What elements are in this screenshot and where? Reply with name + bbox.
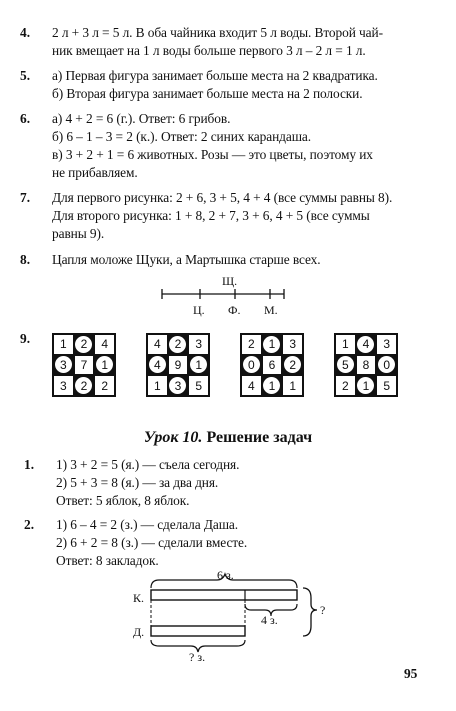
text-line: не прибавляем. [52,165,138,180]
grid-cell: 4 [95,335,114,354]
text-line: б) 6 – 1 – 3 = 2 (к.). Ответ: 2 синих карандаша. [52,129,312,144]
text-line: 1) 6 – 4 = 2 (з.) — сделала Даша. [56,517,239,532]
number-grid [334,333,398,397]
label-unknown: ? з. [189,650,206,662]
grid-cell: 1 [189,356,208,375]
grid-cell: 2 [242,335,261,354]
grid-cell: 3 [377,335,396,354]
number-grid [146,333,210,397]
text-line: 2) 6 + 2 = 8 (з.) — сделали вместе. [56,535,248,550]
page-number: 95 [404,666,418,681]
grid-cell: 1 [54,335,73,354]
item-number: 7. [20,190,31,205]
grid-cell: 0 [242,356,261,375]
grid-cell: 2 [283,356,302,375]
item-number: 8. [20,252,31,267]
grid-cell: 3 [189,335,208,354]
label-difference: 4 з. [261,613,278,627]
lesson-heading [0,429,456,447]
lesson-title: Решение задач [202,429,313,446]
label-martyshka: М. [264,303,278,317]
grid-cell: 1 [336,335,355,354]
grid-cell: 3 [283,335,302,354]
grid-cell: 0 [377,356,396,375]
text-line: Для второго рисунка: 1 + 8, 2 + 7, 3 + 6, 4 + 5 (все суммы [52,208,370,223]
grid-cell: 1 [357,376,376,395]
text-line: ник вмещает на 1 л воды больше первого 3 л – 2 л = 1 л. [52,43,366,58]
item-number: 4. [20,25,31,40]
text-line: 1) 3 + 2 = 5 (я.) — съела сегодня. [56,457,240,472]
grid-cell: 7 [75,356,94,375]
text-line: а) Первая фигура занимает больше места на 2 квадратика. [52,68,378,83]
text-line: равны 9). [52,226,105,241]
text-line: 2 л + 3 л = 5 л. В оба чайника входит 5 л воды. Второй чай- [52,25,383,40]
item-number: 6. [20,111,31,126]
grid-cell: 2 [336,376,355,395]
label-filin: Ф. [228,303,241,317]
label-tsaplya: Ц. [193,303,205,317]
label-shchuka: Щ. [222,274,238,288]
grid-cell: 4 [148,356,167,375]
lesson-number: Урок 10. [143,429,203,446]
grid-cell: 2 [95,376,114,395]
grid-cell: 1 [283,376,302,395]
grid-cell: 4 [148,335,167,354]
label-total-k: 6 з. [217,570,234,582]
grid-cell: 2 [75,335,94,354]
item-number: 5. [20,68,31,83]
text-line: в) 3 + 2 + 1 = 6 животных. Розы — это цветы, поэтому их [52,147,373,162]
text-line: Ответ: 5 яблок, 8 яблок. [56,493,190,508]
text-line: а) 4 + 2 = 6 (г.). Ответ: 6 грибов. [52,111,231,126]
grid-cell: 1 [95,356,114,375]
text-line: Ответ: 8 закладок. [56,553,159,568]
grid-cell: 3 [54,356,73,375]
text-line: 2) 5 + 3 = 8 (я.) — за два дня. [56,475,219,490]
grid-cell: 2 [75,376,94,395]
grid-cell: 3 [54,376,73,395]
segment-diagram [125,570,335,662]
grid-cell: 3 [169,376,188,395]
number-line [150,272,300,320]
grid-cell: 5 [336,356,355,375]
item-number: 1. [24,457,35,472]
grid-cell: 2 [169,335,188,354]
grid-cell: 5 [189,376,208,395]
text-line: Для первого рисунка: 2 + 6, 3 + 5, 4 + 4 (все суммы равны 8). [52,190,393,205]
grid-cell: 1 [148,376,167,395]
grid-cell: 6 [263,356,282,375]
text-line: Цапля моложе Щуки, а Мартышка старше всех. [52,252,321,267]
grid-cell: 8 [357,356,376,375]
grid-cell: 4 [242,376,261,395]
label-d: Д. [133,625,145,639]
number-grid [52,333,116,397]
item-number: 2. [24,517,35,532]
label-total-question: ? [320,603,326,617]
grid-cell: 1 [263,335,282,354]
label-k: К. [133,591,145,605]
number-grid [240,333,304,397]
grid-cell: 1 [263,376,282,395]
grid-cell: 4 [357,335,376,354]
item-number: 9. [20,331,31,346]
grid-cell: 9 [169,356,188,375]
grid-cell: 5 [377,376,396,395]
text-line: б) Вторая фигура занимает больше места на 2 полоски. [52,86,363,101]
